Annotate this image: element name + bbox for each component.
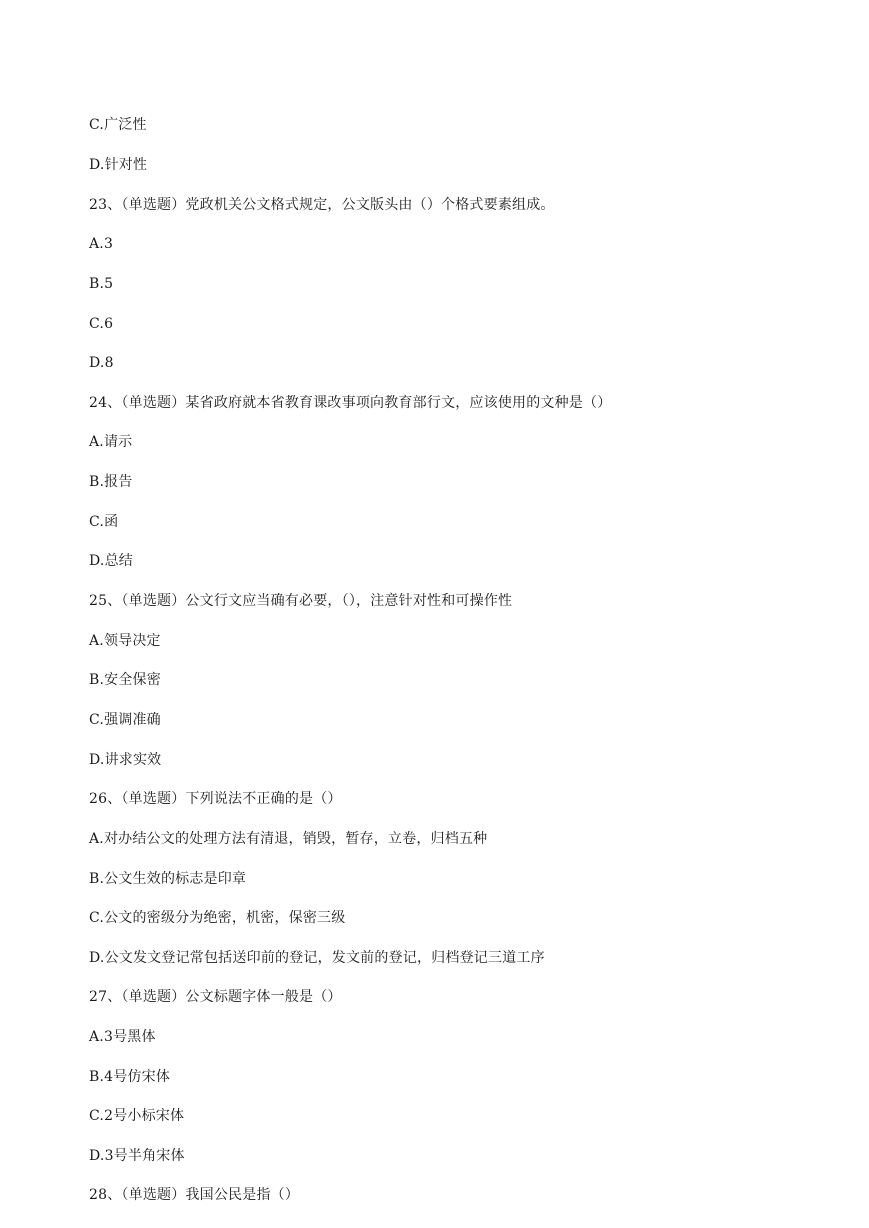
question-line: 24、（单选题）某省政府就本省教育课改事项向教育部行文，应该使用的文种是（） (89, 395, 612, 411)
question-line: 25、（单选题）公文行文应当确有必要，（），注意针对性和可操作性 (89, 593, 513, 609)
option-line: D.公文发文登记常包括送印前的登记，发文前的登记，归档登记三道工序 (89, 950, 545, 966)
question-line: 26、（单选题）下列说法不正确的是（） (89, 791, 342, 807)
option-line: B.4号仿宋体 (89, 1069, 171, 1085)
option-line: A.请示 (89, 434, 133, 450)
option-line: C.函 (89, 514, 119, 530)
option-line: C.公文的密级分为绝密，机密，保密三级 (89, 910, 346, 926)
option-line: C.2号小标宋体 (89, 1108, 185, 1124)
option-line: B.安全保密 (89, 672, 161, 688)
option-line: A.3号黑体 (89, 1029, 156, 1045)
question-line: 23、（单选题）党政机关公文格式规定，公文版头由（）个格式要素组成。 (89, 197, 555, 213)
option-line: C.强调准确 (89, 712, 161, 728)
option-line: C.广泛性 (89, 117, 147, 133)
option-line: D.讲求实效 (89, 752, 162, 768)
option-line: B.5 (89, 276, 114, 292)
option-line: A.对办结公文的处理方法有清退，销毁，暂存，立卷，归档五种 (89, 831, 488, 847)
option-line: B.公文生效的标志是印章 (89, 871, 247, 887)
question-line: 27、（单选题）公文标题字体一般是（） (89, 989, 342, 1005)
option-line: B.报告 (89, 474, 133, 490)
option-line: A.领导决定 (89, 633, 161, 649)
option-line: A.3 (89, 236, 114, 252)
option-line: D.针对性 (89, 157, 148, 173)
option-line: C.6 (89, 316, 114, 332)
option-line: D.总结 (89, 553, 133, 569)
option-line: D.8 (89, 355, 114, 371)
question-line: 28、（单选题）我国公民是指（） (89, 1187, 300, 1203)
option-line: D.3号半角宋体 (89, 1148, 185, 1164)
